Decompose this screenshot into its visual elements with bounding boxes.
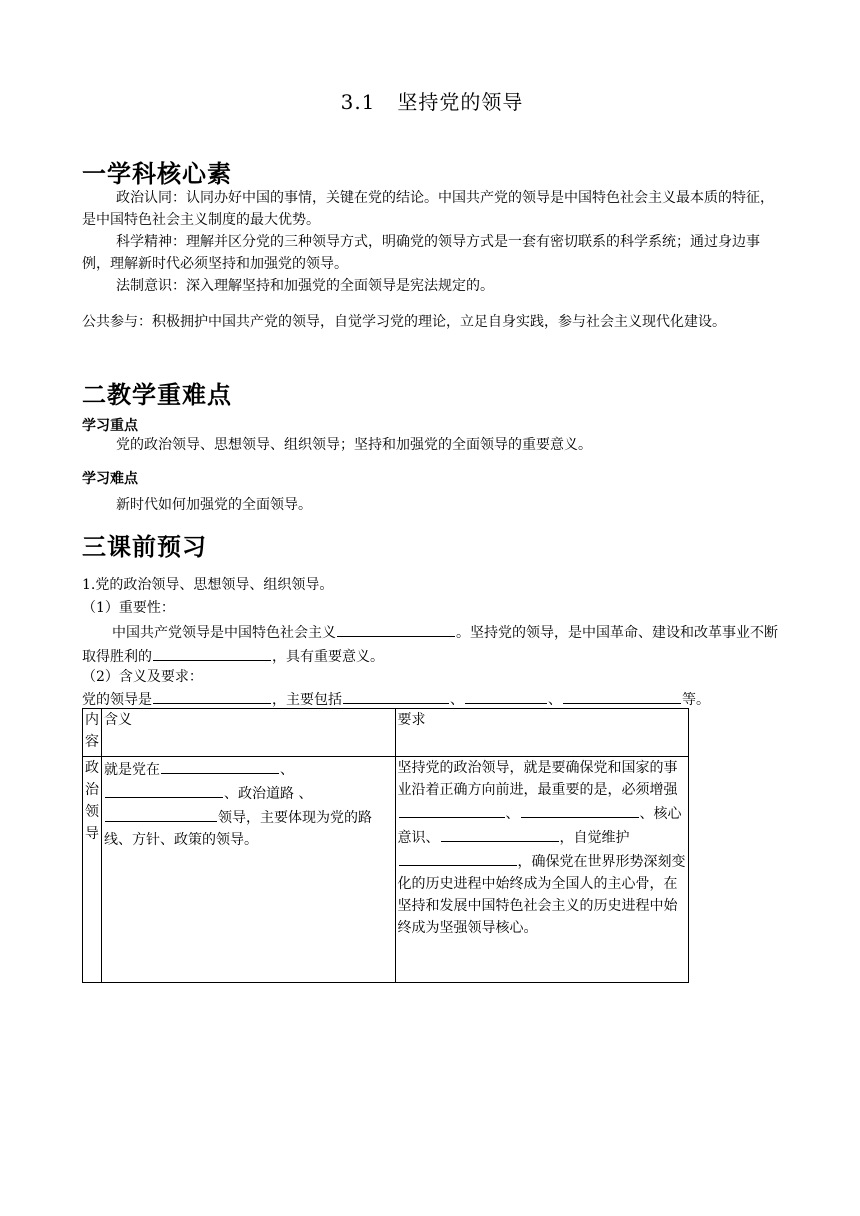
key-points-text: 党的政治领导、思想领导、组织领导；坚持和加强党的全面领导的重要意义。: [116, 437, 592, 453]
section1-paragraph-2: 科学精神：理解并区分党的三种领导方式，明确党的领导方式是一套有密切联系的科学系统；通过身边事例，理解新时代必须坚持和加强党的领导。: [82, 234, 760, 272]
separator: 、: [548, 692, 562, 708]
fill-blank[interactable]: [521, 801, 639, 818]
importance-text-b: 。坚持党的领导，是中国革命、建设和改革事业不断取得胜利的: [82, 625, 778, 665]
difficult-points-text: 新时代如何加强党的全面领导。: [116, 497, 312, 513]
meaning-text-a: 就是党在: [104, 762, 161, 778]
fill-blank[interactable]: [105, 805, 217, 822]
preview-sub-1: （1）重要性：: [82, 600, 175, 616]
requirement-text-c: ，自觉维护: [559, 830, 630, 846]
difficult-points-label: 学习难点: [82, 471, 138, 487]
definition-text-a: 党的领导是: [82, 692, 152, 708]
fill-blank[interactable]: [399, 849, 517, 866]
fill-blank[interactable]: [337, 620, 455, 637]
meaning-text-c: 领导，主要体现为党的路线、方针、政策的领导。: [104, 810, 373, 848]
preview-item-1: 1.党的政治领导、思想领导、组织领导。: [82, 577, 334, 593]
fill-blank[interactable]: [153, 644, 271, 661]
section3-heading: 三课前预习: [82, 533, 207, 561]
separator: 、: [505, 806, 520, 822]
fill-blank[interactable]: [563, 687, 681, 704]
header-content-cell: 内容: [83, 709, 102, 757]
table-header-row: [83, 709, 689, 757]
separator: 、: [224, 786, 239, 802]
section1-paragraph-3: 法制意识：深入理解坚持和加强党的全面领导是宪法规定的。: [116, 278, 494, 294]
fill-blank[interactable]: [399, 801, 505, 818]
row-meaning-cell: [102, 757, 395, 983]
key-points-label: 学习重点: [82, 418, 138, 434]
importance-paragraph: [82, 620, 782, 668]
fill-blank[interactable]: [153, 687, 271, 704]
requirement-text-d: ，确保党在世界形势深刻变化的历史进程中始终成为全国人的主心骨，在坚持和发展中国特色社会主义的历史进程中始终成为坚强领导核心。: [397, 854, 686, 936]
fill-blank[interactable]: [161, 757, 279, 774]
meaning-text-b: 政治道路 、: [238, 786, 313, 802]
section1-heading: 一学科核心素: [82, 160, 232, 188]
title-number: 3.1: [340, 90, 376, 114]
title-text: 坚持党的领导: [397, 90, 524, 114]
header-requirement-cell: 要求: [395, 709, 689, 757]
importance-text-c: ，具有重要意义。: [272, 649, 384, 665]
fill-blank[interactable]: [343, 687, 449, 704]
importance-text-a: 中国共产党领导是中国特色社会主义: [112, 625, 336, 641]
separator: 、: [450, 692, 464, 708]
requirement-text-b: 、核心意识、: [397, 806, 682, 846]
row-content-cell: 政治领导: [83, 757, 102, 983]
header-meaning-cell: 含义: [102, 709, 395, 757]
row-requirement-cell: [395, 757, 689, 983]
definition-text-end: 等。: [682, 692, 710, 708]
fill-blank[interactable]: [441, 825, 559, 842]
section1-paragraph-4: 公共参与：积极拥护中国共产党的领导，自觉学习党的理论，立足自身实践，参与社会主义现代化建设。: [82, 314, 726, 330]
section2-heading: 二教学重难点: [82, 381, 232, 409]
separator: 、: [280, 762, 295, 778]
preview-sub-2: （2）含义及要求：: [82, 669, 203, 685]
leadership-table: [82, 708, 689, 983]
requirement-text-a: 坚持党的政治领导，就是要确保党和国家的事业沿着正确方向前进，最重要的是，必须增强: [397, 760, 678, 798]
fill-blank[interactable]: [465, 687, 547, 704]
table-row-political: [83, 757, 689, 983]
page-title: [82, 86, 782, 115]
definition-text-b: ，主要包括: [272, 692, 342, 708]
fill-blank[interactable]: [105, 781, 223, 798]
section1-paragraph-1: 政治认同：认同办好中国的事情，关键在党的结论。中国共产党的领导是中国特色社会主义最本质的特征，是中国特色社会主义制度的最大优势。: [82, 190, 774, 228]
